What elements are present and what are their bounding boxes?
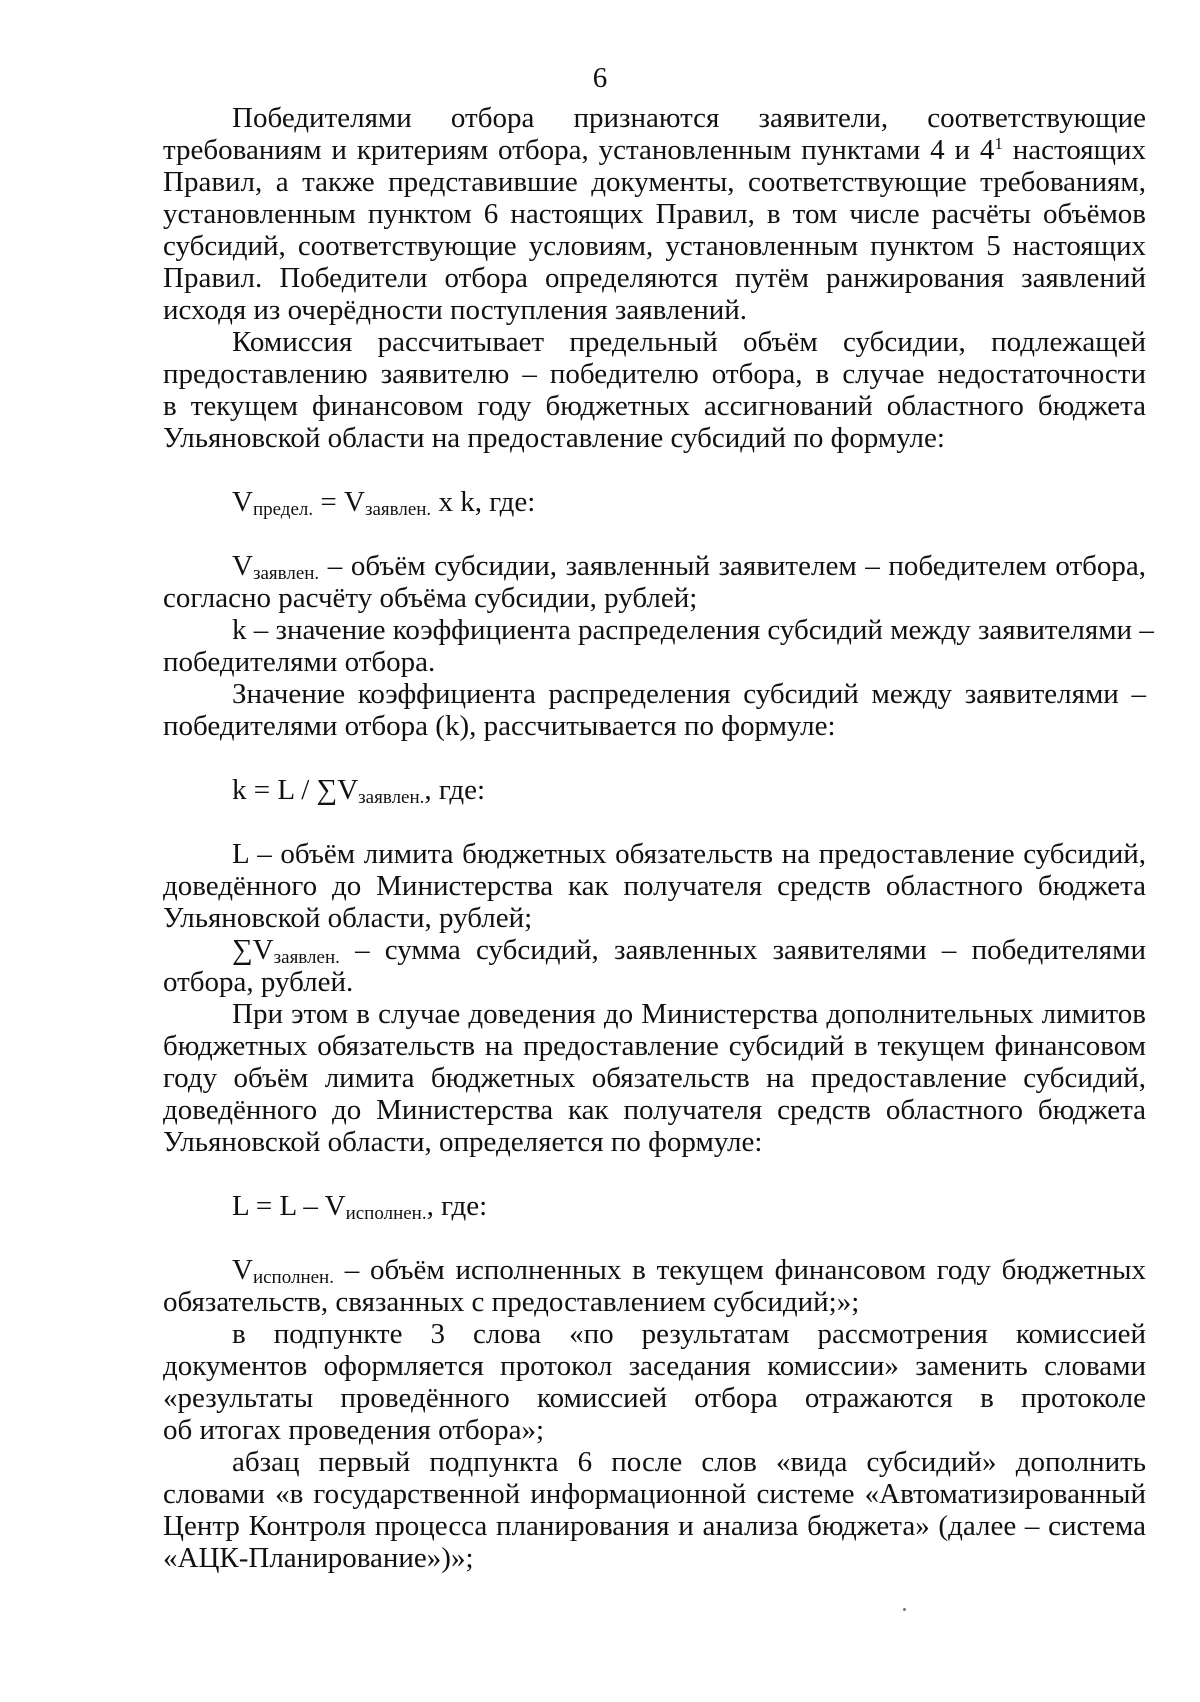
text-line: году объём лимита бюджетных обязательств на предоставление субсидий, (163, 1062, 1146, 1094)
text-line: словами «в государственной информационной системе «Автоматизированный (163, 1478, 1146, 1510)
text-line: Центр Контроля процесса планирования и анализа бюджета» (далее – система (163, 1510, 1146, 1542)
text-line: субсидий, соответствующие условиям, установленным пунктом 5 настоящих (163, 230, 1146, 262)
paragraph-commission (163, 326, 1146, 454)
text-line: Значение коэффициента распределения субсидий между заявителями – (232, 678, 1146, 710)
definition-k (163, 614, 1154, 678)
text-line: Правил, а также представившие документы, соответствующие требованиям, (163, 166, 1146, 198)
superscript: 1 (994, 134, 1003, 153)
text-line: документов оформляется протокол заседания комиссии» заменить словами (163, 1350, 1146, 1382)
formula-l: $L = L - V_{исполнен.}$, где: (232, 1190, 488, 1224)
text-line: обязательств, связанных с предоставлением субсидий;»; (163, 1286, 860, 1318)
text-line: исходя из очерёдности поступления заявлений. (163, 294, 748, 326)
paragraph-winners (163, 102, 1146, 326)
text-line: Ульяновской области, рублей; (163, 902, 533, 934)
definition-v-claimed (163, 550, 1146, 614)
text-line: в текущем финансовом году бюджетных ассигнований областного бюджета (163, 390, 1146, 422)
text-line: бюджетных обязательств на предоставление субсидий в текущем финансовом (163, 1030, 1146, 1062)
document-body (163, 102, 1154, 1574)
text-line: Ульяновской области, определяется по формуле: (163, 1126, 763, 1158)
text-line: победителями отбора (k), рассчитывается по формуле: (163, 710, 836, 742)
text-line: отбора, рублей. (163, 966, 354, 998)
scan-speck (903, 1608, 906, 1611)
text-line: согласно расчёту объёма субсидии, рублей; (163, 582, 698, 614)
text-line: «АЦК-Планирование»)»; (163, 1542, 474, 1574)
definition-v-executed (163, 1254, 1146, 1318)
text-line: $V_{исполнен.}$ – объём исполненных в текущем финансовом году бюджетных (232, 1254, 1146, 1288)
text-line: «результаты проведённого комиссией отбора отражаются в протоколе (163, 1382, 1146, 1414)
formula-v-limit: $V_{предел.} = V_{заявлен.}$ x k, где: (232, 486, 536, 520)
text-line: k – значение коэффициента распределения субсидий между заявителями – (232, 614, 1154, 646)
paragraph-coefficient (163, 678, 1146, 742)
text-line: $V_{заявлен.}$ – объём субсидии, заявленный заявителем – победителем отбора, (232, 550, 1146, 584)
definition-l (163, 838, 1146, 934)
paragraph-subpoint-3 (163, 1318, 1146, 1446)
text-line: L – объём лимита бюджетных обязательств на предоставление субсидий, (232, 838, 1146, 870)
text-line: предоставлению заявителю – победителю отбора, в случае недостаточности (163, 358, 1146, 390)
formula-k: $k = L / \sum V_{заявлен.}$, где: (232, 774, 486, 808)
text-line: установленным пунктом 6 настоящих Правил, в том числе расчёты объёмов (163, 198, 1146, 230)
text-line: Комиссия рассчитывает предельный объём субсидии, подлежащей (232, 326, 1146, 358)
text-line: требованиям и критериям отбора, установленным пунктами 4 и $4^1$ настоящих (163, 134, 1146, 166)
definition-sum-v (163, 934, 1146, 998)
text-line: доведённого до Министерства как получателя средств областного бюджета (163, 1094, 1146, 1126)
paragraph-additional-limits (163, 998, 1146, 1158)
text-line: победителями отбора. (163, 646, 436, 678)
text-line: $\sum V_{заявлен.}$ – сумма субсидий, заявленных заявителями – победителями (232, 934, 1146, 968)
page-number: 6 (592, 62, 608, 94)
text-line: абзац первый подпункта 6 после слов «вида субсидий» дополнить (232, 1446, 1146, 1478)
text-line: Правил. Победители отбора определяются путём ранжирования заявлений (163, 262, 1146, 294)
text-line: Победителями отбора признаются заявители, соответствующие (232, 102, 1146, 134)
text-line: доведённого до Министерства как получателя средств областного бюджета (163, 870, 1146, 902)
text-line: При этом в случае доведения до Министерства дополнительных лимитов (232, 998, 1146, 1030)
text-line: в подпункте 3 слова «по результатам рассмотрения комиссией (232, 1318, 1146, 1350)
text-line: Ульяновской области на предоставление субсидий по формуле: (163, 422, 945, 454)
paragraph-subpoint-6 (163, 1446, 1146, 1574)
text-line: об итогах проведения отбора»; (163, 1414, 545, 1446)
